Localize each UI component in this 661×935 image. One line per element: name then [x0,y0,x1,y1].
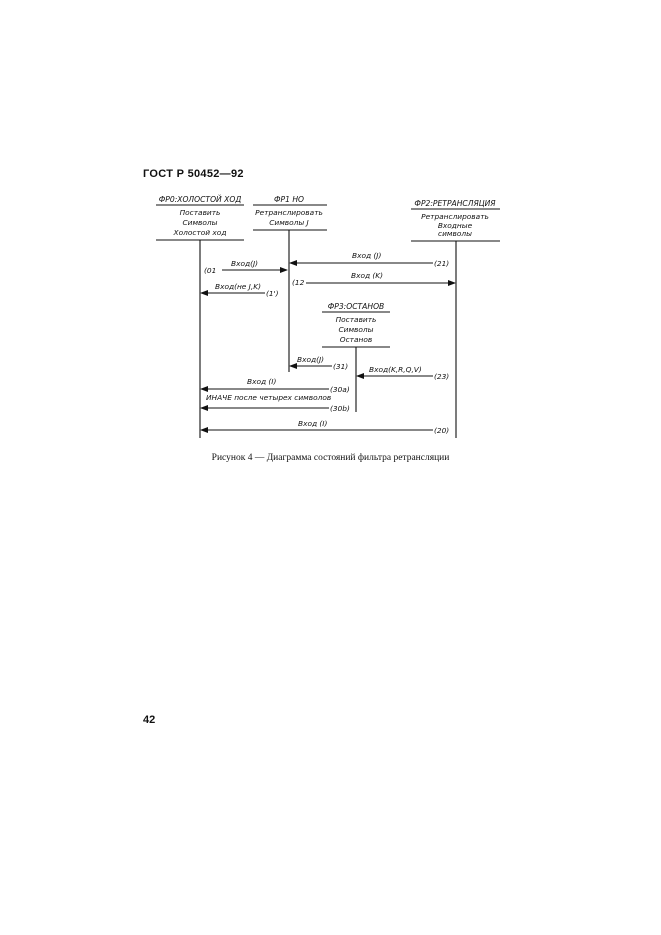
transition-21-id: (21) [434,259,450,268]
page-number: 42 [143,714,156,726]
transition-21 [290,251,449,268]
transition-01-id: (01 [204,266,217,275]
transition-31-condition: Вход(J) [297,355,325,364]
state-fr1-line2: Символы J [269,218,309,227]
state-fr2-line1: Ретранслировать [421,212,489,221]
state-fr0-line1: Поставить [179,208,221,217]
transition-20 [201,419,449,435]
transition-23-id: (23) [434,372,450,381]
transition-30a-id: (30a) [330,385,350,394]
transition-01-condition: Вход(J) [231,259,259,268]
state-fr3-name: ФР3:ОСТАНОВ [327,302,385,311]
state-fr3 [322,302,390,412]
state-fr1-line1: Ретранслировать [255,208,323,217]
state-fr1-name: ФР1 НО [273,195,305,204]
transition-1prime-condition: Вход(не J,K) [215,282,261,291]
state-fr2-line3: символы [438,229,472,238]
transition-30a-condition: Вход (I) [247,377,277,386]
transition-12-id: (12 [292,278,305,287]
transition-30b-id: (30b) [330,404,350,413]
transition-30b [201,393,350,413]
transition-12 [292,271,455,287]
transition-30b-condition: ИНАЧЕ после четырех символов [206,393,332,402]
state-fr3-line3: Останов [339,335,373,344]
state-fr3-line1: Поставить [335,315,377,324]
transition-20-condition: Вход (I) [298,419,328,428]
figure-caption: Рисунок 4 — Диаграмма состояний фильтра ретрансляции [211,453,450,463]
transition-1prime [201,282,279,298]
state-fr2 [411,199,500,438]
document-header: ГОСТ Р 50452—92 [143,168,244,180]
transition-12-condition: Вход (K) [351,271,384,280]
state-fr0-line2: Символы [182,218,218,227]
transition-20-id: (20) [434,426,450,435]
state-fr0-name: ФР0:ХОЛОСТОЙ ХОД [158,195,242,204]
state-fr2-line2: Входные [437,221,473,230]
state-fr0-line3: Холостой ход [173,228,227,237]
transition-31 [290,355,348,371]
transition-23-condition: Вход(K,R,Q,V) [369,365,422,374]
state-fr3-line2: Символы [338,325,374,334]
transition-1prime-id: (1') [266,289,279,298]
transition-23 [357,365,449,381]
state-fr2-name: ФР2:РЕТРАНСЛЯЦИЯ [414,199,496,208]
transition-30a [201,377,350,394]
transition-21-condition: Вход (J) [352,251,382,260]
transition-31-id: (31) [333,362,349,371]
transition-01 [204,259,287,275]
